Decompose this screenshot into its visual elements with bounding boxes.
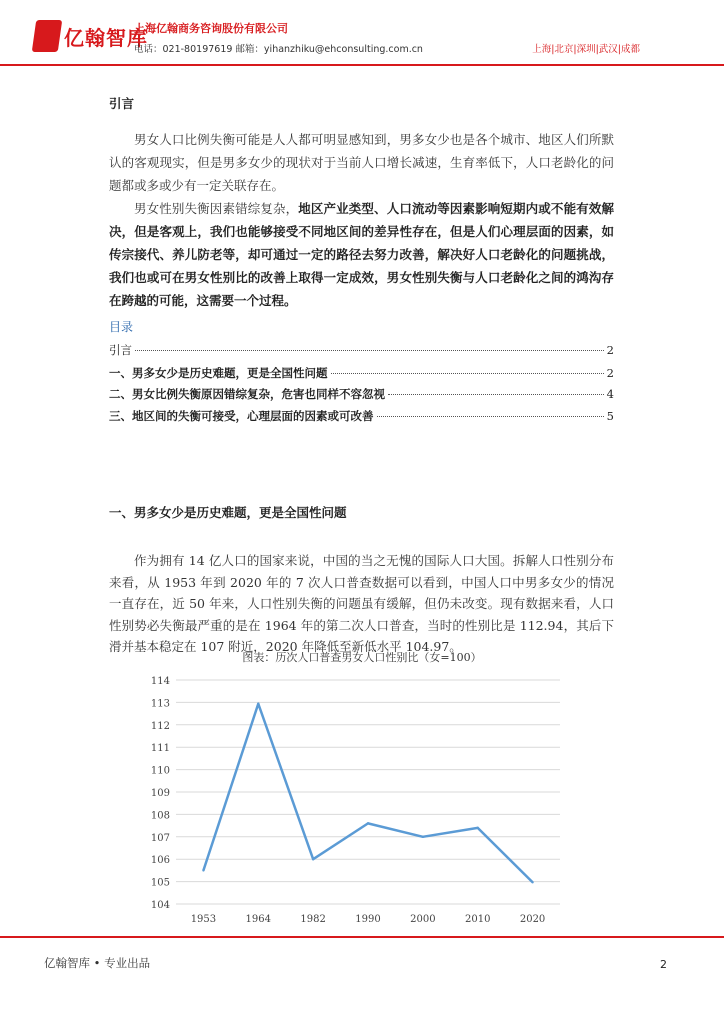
- y-tick-label: 114: [150, 676, 170, 687]
- y-tick-label: 110: [150, 765, 170, 777]
- intro-heading: 引言: [109, 96, 135, 111]
- toc-item-page: 5: [606, 409, 614, 423]
- x-tick-label: 1964: [245, 914, 272, 925]
- toc-item[interactable]: [109, 365, 614, 383]
- section-1-heading: 一、男多女少是历史难题，更是全国性问题: [109, 505, 347, 520]
- company-name: 上海亿翰商务咨询股份有限公司: [134, 22, 288, 35]
- office-cities: 上海|北京|深圳|武汉|成都: [532, 44, 640, 55]
- toc-title: 目录: [109, 320, 134, 334]
- intro-paragraph-2: [109, 197, 614, 312]
- toc-item-label: 引言: [109, 343, 132, 357]
- toc-item-page: 2: [606, 343, 614, 357]
- intro-paragraph-2-normal: 男女性别失衡因素错综复杂，: [134, 201, 299, 216]
- data-point: [257, 703, 259, 705]
- toc-item-label: 一、男多女少是历史难题，更是全国性问题: [109, 366, 328, 380]
- y-tick-label: 108: [150, 810, 170, 822]
- intro-paragraph-2-bold: 地区产业类型、人口流动等因素影响短期内或不能有效解决，但是客观上，我们也能够接受不同地区间的差异性存在，但是人们心理层面的因素，如传宗接代、养儿防老等，却可通过一定的路径去努力改善，解决好人口老龄化的问题挑战，我们也或可在男女性别比的改善上取得一定成效，男女性别失衡与人口老龄化之间的鸿沟存在跨越的可能，这需要一个过程。: [109, 201, 614, 308]
- x-tick-label: 2020: [519, 914, 546, 925]
- data-point: [531, 881, 533, 883]
- y-tick-label: 105: [150, 877, 170, 889]
- page-number: 2: [660, 958, 667, 971]
- data-point: [312, 858, 314, 860]
- intro-paragraph-1: 男女人口比例失衡可能是人人都可明显感知到，男多女少也是各个城市、地区人们所默认的客观现实，但是男多女少的现状对于当前人口增长减速，生育率低下，人口老龄化的问题都或多或少有一定关联存在。: [109, 132, 614, 193]
- y-tick-label: 107: [150, 832, 170, 844]
- y-tick-label: 111: [150, 743, 170, 755]
- toc-leader: [135, 350, 604, 351]
- contact-info: 电话：021-80197619 邮箱：yihanzhiku@ehconsulting.com.cn: [134, 44, 423, 55]
- x-tick-label: 2010: [464, 914, 491, 925]
- data-point: [367, 822, 369, 824]
- toc-item-label: 二、男女比例失衡原因错综复杂，危害也同样不容忽视: [109, 387, 385, 401]
- toc-leader: [331, 373, 604, 374]
- toc-item-label: 三、地区间的失衡可接受，心理层面的因素或可改善: [109, 409, 374, 423]
- toc-item[interactable]: [109, 408, 614, 426]
- y-tick-label: 104: [150, 900, 170, 911]
- x-tick-label: 1982: [300, 914, 326, 925]
- sex-ratio-line-chart: [140, 670, 580, 930]
- series-line: [203, 704, 532, 883]
- x-tick-label: 1990: [355, 914, 381, 925]
- toc-item[interactable]: [109, 342, 614, 360]
- data-point: [422, 836, 424, 838]
- footer-brand: 亿翰智库 • 专业出品: [44, 956, 151, 970]
- chart-title: 图表：历次人口普查男女人口性别比（女=100）: [242, 651, 482, 664]
- toc-item[interactable]: [109, 386, 614, 404]
- x-tick-label: 1953: [190, 914, 217, 925]
- data-point: [477, 827, 479, 829]
- footer-divider: [0, 936, 724, 938]
- y-tick-label: 109: [150, 788, 170, 799]
- header-divider: [0, 64, 724, 66]
- toc-leader: [388, 394, 604, 395]
- toc-item-page: 4: [606, 387, 614, 401]
- section-1-paragraph: 作为拥有 14 亿人口的国家来说，中国的当之无愧的国际人口大国。拆解人口性别分布来看，从 1953 年到 2020 年的 7 次人口普查数据可以看到，中国人口中男多女少的情况一直存在，近 50 年来，人口性别失衡的问题虽有缓解，但仍未改变。现有数据来看，人口性别势必失衡最严重的是在 1964 年的第二次人口普查，当时的性别比是 112.94，其后下滑并基本稳定在 107 附近，2020 年降低至新低水平 104.97。: [109, 553, 614, 654]
- y-tick-label: 112: [150, 720, 170, 732]
- y-tick-label: 113: [150, 698, 170, 710]
- logo-mark-icon: [32, 20, 62, 52]
- toc-item-page: 2: [606, 366, 614, 380]
- logo-text: 亿翰智库: [64, 26, 148, 50]
- data-point: [202, 869, 204, 871]
- y-tick-label: 106: [150, 855, 170, 867]
- x-tick-label: 2000: [410, 914, 436, 925]
- toc-leader: [377, 416, 604, 417]
